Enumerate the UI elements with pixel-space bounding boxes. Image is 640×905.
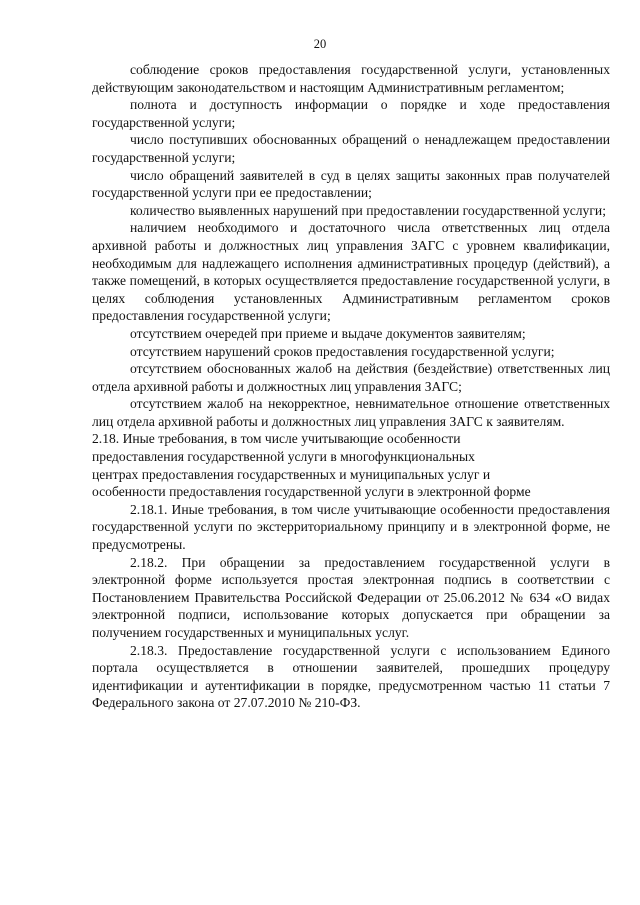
criteria-item-staffing: наличием необходимого и достаточного числа ответственных лиц отдела архивной работы и должностных лиц управления ЗАГС с уровнем квалификации, необходимым для надлежащего исполнения административных процедур (действий), а также помещений, в которых осуществляется предоставление государственной услуги, в целях соблюдения установленных Административным регламентом сроков предоставления государственной услуги; [92, 220, 610, 324]
clause-2-18-3: 2.18.3. Предоставление государственной услуги с использованием Единого портала осуществляется в отношении заявителей, прошедших процедуру идентификации и аутентификации в порядке, предусмотренном частью 11 статьи 7 Федерального закона от 27.07.2010 № 210-ФЗ. [92, 642, 610, 711]
document-body [92, 61, 610, 712]
section-heading [92, 430, 610, 500]
criteria-item-terms-compliance: соблюдение сроков предоставления государственной услуги, установленных действующим законодательством и настоящим Административным регламентом; [92, 62, 610, 95]
clause-2-18-2: 2.18.2. При обращении за предоставлением государственной услуги в электронной форме используется простая электронная подпись в соответствии с Постановлением Правительства Российской Федерации от 25.06.2012 № 634 «О видах электронной подписи, использование которых допускается при обращении за получением государственных и муниципальных услуг. [92, 554, 610, 640]
criteria-item-information-completeness: полнота и доступность информации о порядке и ходе предоставления государственной услуги; [92, 97, 610, 130]
clause-2-18-1: 2.18.1. Иные требования, в том числе учитывающие особенности предоставления государственной услуги по экстерриториальному принципу и в электронной форме, не предусмотрены. [92, 501, 610, 553]
criteria-item-no-incorrect-attitude: отсутствием жалоб на некорректное, невнимательное отношение ответственных лиц отдела архивной работы и должностных лиц управления ЗАГС к заявителям. [92, 396, 610, 429]
section-heading-line: 2.18. Иные требования, в том числе учитывающие особенности [92, 431, 461, 447]
criteria-item-no-term-violations: отсутствием нарушений сроков предоставления государственной услуги; [130, 343, 555, 359]
criteria-item-court-appeals: число обращений заявителей в суд в целях защиты законных прав получателей государственной услуги при ее предоставлении; [92, 167, 610, 201]
section-heading-line: особенности предоставления государственной услуги в электронной форме [92, 484, 531, 500]
criteria-item-no-queues: отсутствием очередей при приеме и выдаче документов заявителям; [130, 325, 526, 341]
section-heading-line: предоставления государственной услуги в многофункциональных [92, 449, 475, 465]
page-number: 20 [313, 37, 327, 51]
criteria-item-violations-count: количество выявленных нарушений при предоставлении государственной услуги; [130, 202, 606, 218]
section-heading-line: центрах предоставления государственных и муниципальных услуг и [92, 466, 491, 482]
criteria-item-complaints-count: число поступивших обоснованных обращений о ненадлежащем предоставлении государственной услуги; [92, 132, 610, 165]
criteria-item-no-justified-complaints: отсутствием обоснованных жалоб на действия (бездействие) ответственных лиц отдела архивной работы и должностных лиц управления ЗАГС; [92, 361, 610, 394]
